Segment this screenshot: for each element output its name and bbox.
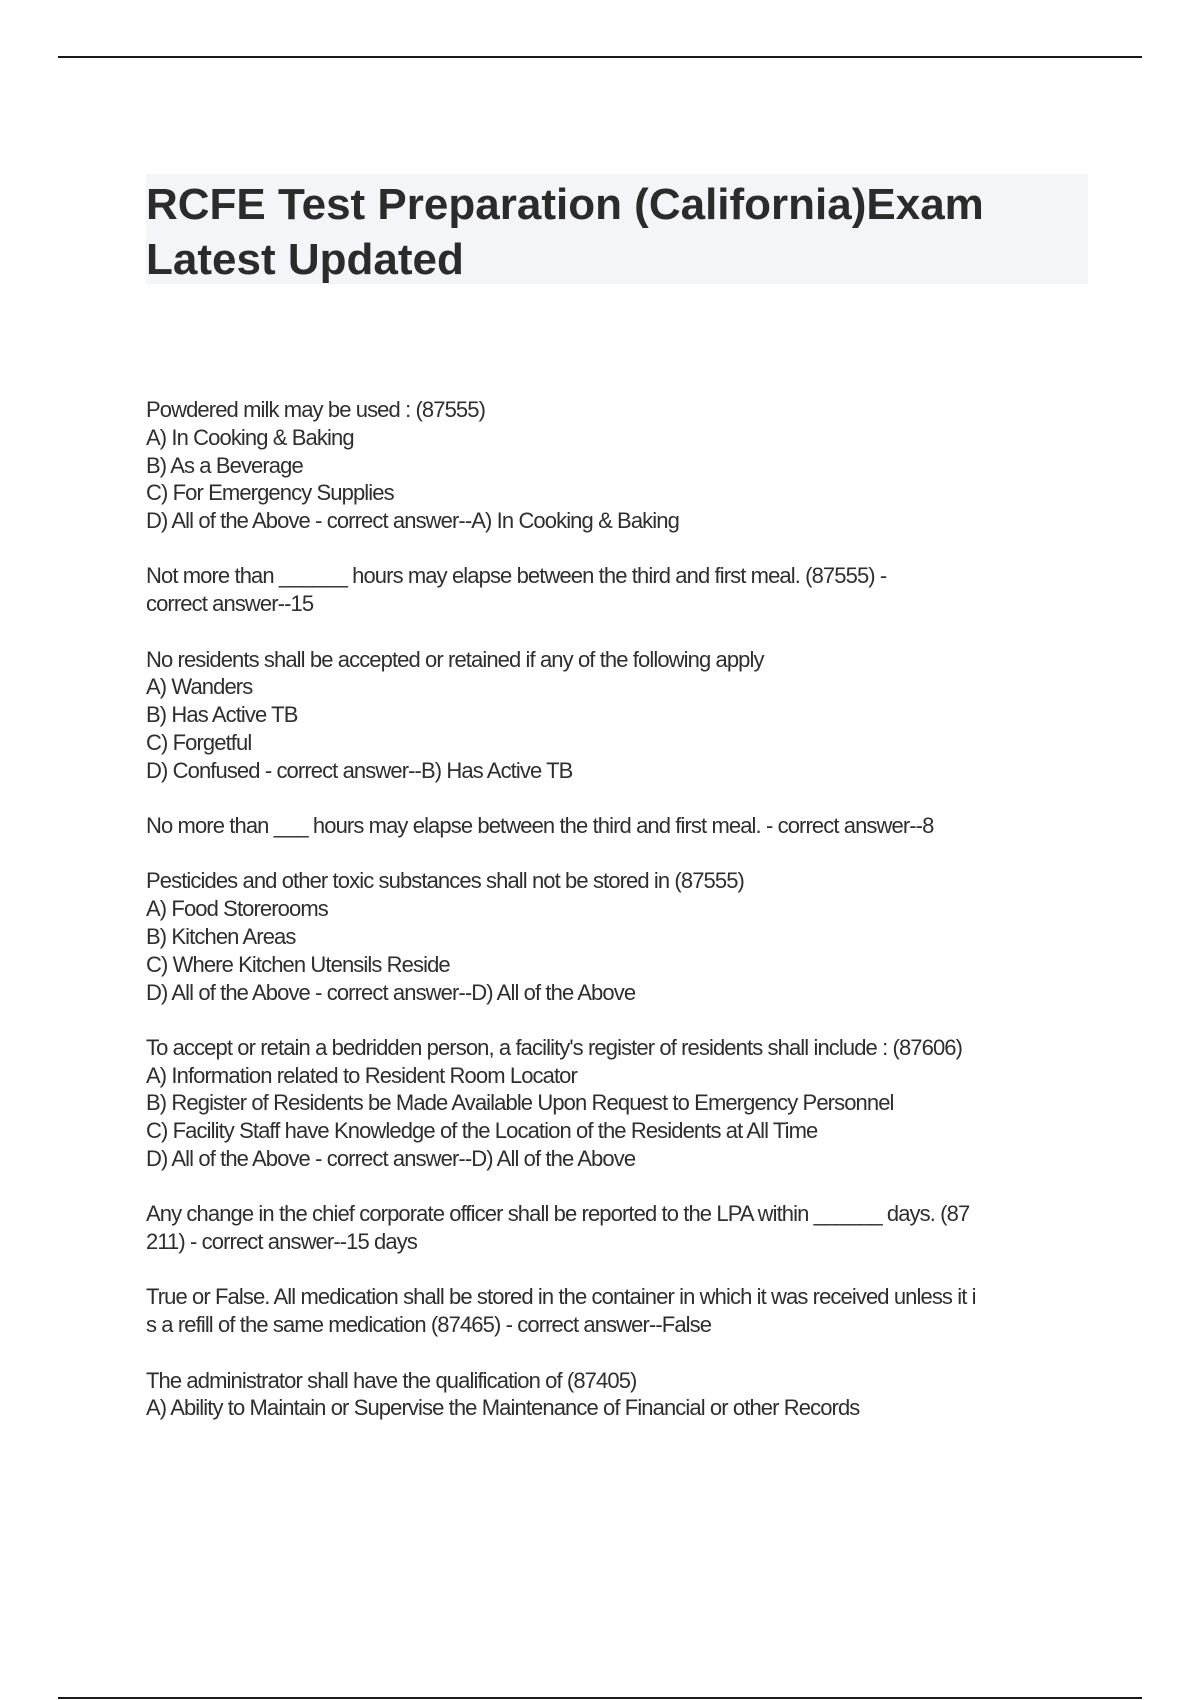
answer-option: C) Where Kitchen Utensils Reside <box>146 951 450 977</box>
answer-option: B) Has Active TB <box>146 702 298 728</box>
answer-option: B) Kitchen Areas <box>146 923 296 949</box>
answer-option-with-correct-answer: D) All of the Above - correct answer--D) All of the Above <box>146 979 636 1005</box>
question-text: Not more than ______ hours may elapse between the third and first meal. (87555) - <box>146 563 887 589</box>
question-text: True or False. All medication shall be stored in the container in which it was received unless it i <box>146 1284 976 1310</box>
question-item <box>146 1283 1106 1339</box>
answer-option-with-correct-answer: D) All of the Above - correct answer--A) In Cooking & Baking <box>146 508 679 534</box>
correct-answer-text: 211) - correct answer--15 days <box>146 1229 417 1255</box>
footer-rule <box>58 1697 1142 1699</box>
question-text: Pesticides and other toxic substances shall not be stored in (87555) <box>146 868 744 894</box>
question-text: To accept or retain a bedridden person, a facility's register of residents shall include : (87606) <box>146 1034 963 1060</box>
question-item <box>146 1367 1106 1423</box>
answer-option: C) For Emergency Supplies <box>146 480 394 506</box>
answer-option: C) Facility Staff have Knowledge of the Location of the Residents at All Time <box>146 1118 818 1144</box>
question-item <box>146 1034 1106 1173</box>
answer-option-with-correct-answer: D) Confused - correct answer--B) Has Active TB <box>146 757 573 783</box>
answer-option: C) Forgetful <box>146 729 252 755</box>
question-item <box>146 646 1106 785</box>
answer-option: A) In Cooking & Baking <box>146 424 354 450</box>
question-text: Powdered milk may be used : (87555) <box>146 397 486 422</box>
title-banner <box>146 174 1088 284</box>
answer-option-with-correct-answer: D) All of the Above - correct answer--D) All of the Above <box>146 1146 636 1172</box>
answer-option: B) Register of Residents be Made Available Upon Request to Emergency Personnel <box>146 1090 894 1116</box>
question-item <box>146 562 1106 618</box>
question-text: No more than ___ hours may elapse between the third and first meal. - correct answer--8 <box>146 813 934 839</box>
question-item <box>146 812 1106 840</box>
question-text: The administrator shall have the qualification of (87405) <box>146 1367 637 1393</box>
answer-option: A) Food Storerooms <box>146 896 328 922</box>
answer-option: A) Wanders <box>146 674 253 700</box>
answer-option: A) Ability to Maintain or Supervise the Maintenance of Financial or other Records <box>146 1395 860 1421</box>
question-list <box>146 396 1106 1450</box>
question-text: No residents shall be accepted or retained if any of the following apply <box>146 646 764 672</box>
document-title-line-1: RCFE Test Preparation (California)Exam <box>146 180 984 229</box>
question-item <box>146 396 1106 535</box>
question-item <box>146 1200 1106 1256</box>
answer-option: A) Information related to Resident Room Locator <box>146 1062 577 1088</box>
correct-answer-text: correct answer--15 <box>146 591 314 617</box>
correct-answer-text: s a refill of the same medication (87465) - correct answer--False <box>146 1312 712 1338</box>
document-title-line-2: Latest Updated <box>146 235 464 284</box>
question-item <box>146 867 1106 1006</box>
question-text: Any change in the chief corporate officer shall be reported to the LPA within ______ days. (87 <box>146 1201 970 1227</box>
header-rule <box>58 56 1142 58</box>
answer-option: B) As a Beverage <box>146 452 303 478</box>
